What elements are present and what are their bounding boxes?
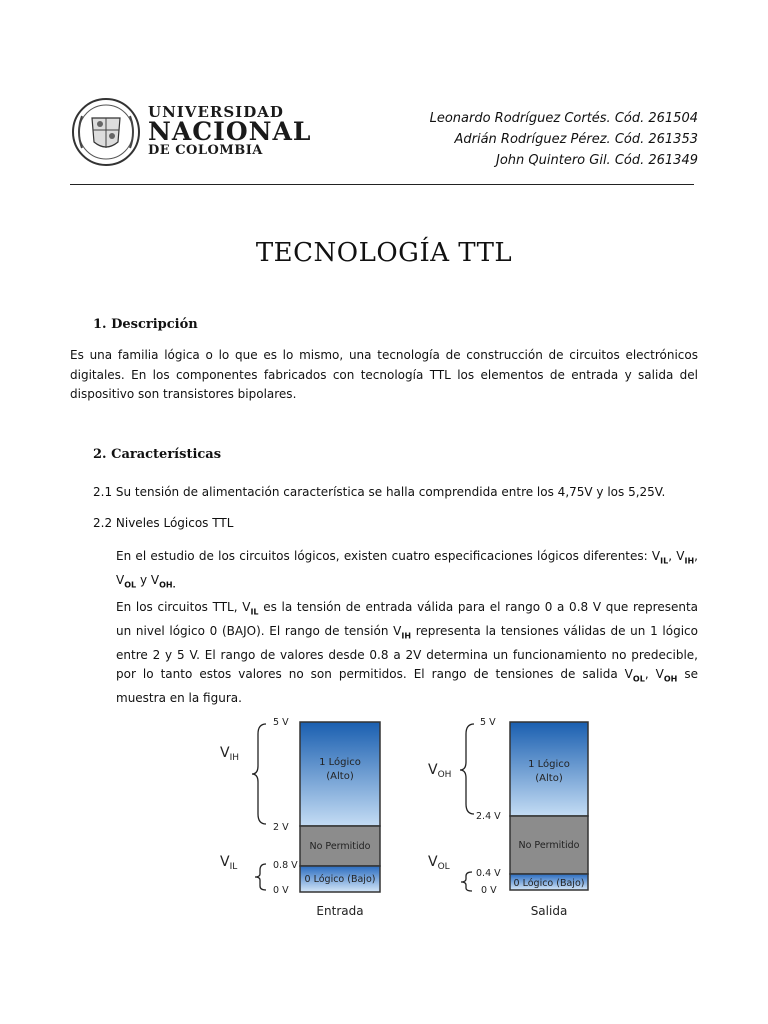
salida-diagram <box>428 717 588 918</box>
para2-sub-4: OH <box>663 674 678 684</box>
salida-high-text-1: 1 Lógico <box>528 759 570 770</box>
salida-high-brace <box>460 724 474 814</box>
entrada-vil-label: $V_{IL}$ <box>220 854 238 872</box>
salida-vol-label: $V_{OL}$ <box>428 854 450 872</box>
para2-text-b: es la tensión de entrada válida para el rango 0 a 0.8 V que representa un nivel lógico 0 (BAJO). El rango de tensión V <box>116 600 699 638</box>
university-name <box>148 104 311 158</box>
entrada-high-text-1: 1 Lógico <box>319 757 361 768</box>
page-title: TECNOLOGÍA TTL <box>255 238 513 268</box>
salida-tick-0v: 0 V <box>481 885 497 896</box>
logo-line-2: NACIONAL <box>148 117 312 146</box>
entrada-tick-0v: 0 V <box>273 885 289 896</box>
sub-ih: IH <box>684 556 695 566</box>
para2-text-e: se muestra en la figura. <box>116 667 699 706</box>
entrada-high-brace <box>252 724 266 824</box>
logo-line-1: UNIVERSIDAD <box>148 103 284 121</box>
ttl-levels-figure <box>200 710 620 930</box>
para1-text: En el estudio de los circuitos lógicos, existen cuatro especificaciones lógicos diferentes: V <box>116 549 661 563</box>
salida-voh-label: $V_{OH}$ <box>428 762 452 780</box>
para2-text-d: , V <box>644 667 664 682</box>
entrada-diagram <box>220 717 380 918</box>
para2-sub-3: OL <box>632 674 645 684</box>
sub-ol: OL <box>124 580 137 590</box>
section-1-body: Es una familia lógica o lo que es lo mismo, una tecnología de construcción de circuitos electrónicos digitales. En los componentes fabricados con tecnología TTL los elementos de entrada y salida del dispositivo son transistores bipolares. <box>70 348 698 401</box>
author-1: Leonardo Rodríguez Cortés. Cód. 261504 <box>429 111 698 126</box>
salida-caption: Salida <box>530 904 568 918</box>
salida-high-text-2: (Alto) <box>535 773 563 784</box>
entrada-vih-label: $V_{IH}$ <box>220 745 239 763</box>
entrada-high-text-2: (Alto) <box>326 771 354 782</box>
entrada-tick-5v: 5 V <box>273 717 289 728</box>
section-1-heading: 1. Descripción <box>93 317 198 332</box>
sub-oh: OH. <box>159 580 176 590</box>
paragraph-ttl-ranges <box>116 598 698 709</box>
salida-tick-5v: 5 V <box>480 717 496 728</box>
salida-tick-24v: 2.4 V <box>476 811 501 822</box>
entrada-tick-08v: 0.8 V <box>273 860 298 871</box>
salida-low-text: 0 Lógico (Bajo) <box>513 878 585 889</box>
item-2-2: 2.2 Niveles Lógicos TTL <box>93 516 234 530</box>
salida-low-brace <box>461 872 472 891</box>
entrada-low-brace <box>255 864 266 890</box>
para2-sub-2: IH <box>401 631 412 641</box>
university-seal-icon <box>68 96 144 168</box>
authors-block <box>430 108 698 171</box>
entrada-tick-2v: 2 V <box>273 822 289 833</box>
entrada-forbidden-text: No Permitido <box>309 841 371 852</box>
salida-tick-04v: 0.4 V <box>476 868 501 879</box>
item-2-1: 2.1 Su tensión de alimentación característica se halla comprendida entre los 4,75V y los 5,25V. <box>93 485 666 499</box>
para2-text-c: representa la tensiones válidas de un 1 lógico entre 2 y 5 V. El rango de valores desde 0.8 a 2V determina un funcionamiento no predecible, por lo tanto estos valores no son permitidos. El rango de tensiones de salida V <box>116 623 698 682</box>
paragraph-levels-intro: En el estudio de los circuitos lógicos, existen cuatro especificaciones lógicos diferentes: $V_{IL}$, $V_{IH}$, $V_{OL}$ y $V_{OH.}$ <box>116 549 698 590</box>
salida-forbidden-text: No Permitido <box>518 840 580 851</box>
header-divider <box>70 184 694 185</box>
author-3: John Quintero Gil. Cód. 261349 <box>496 153 698 168</box>
author-2: Adrián Rodríguez Pérez. Cód. 261353 <box>454 132 698 147</box>
logo-line-3: DE COLOMBIA <box>148 143 263 158</box>
section-2-heading: 2. Características <box>93 447 222 462</box>
para2-sub-1: IL <box>250 607 259 617</box>
para2-text-a: En los circuitos TTL, V <box>116 600 251 614</box>
entrada-low-text: 0 Lógico (Bajo) <box>304 874 376 885</box>
entrada-caption: Entrada <box>316 904 364 918</box>
sub-il: IL <box>660 556 669 566</box>
